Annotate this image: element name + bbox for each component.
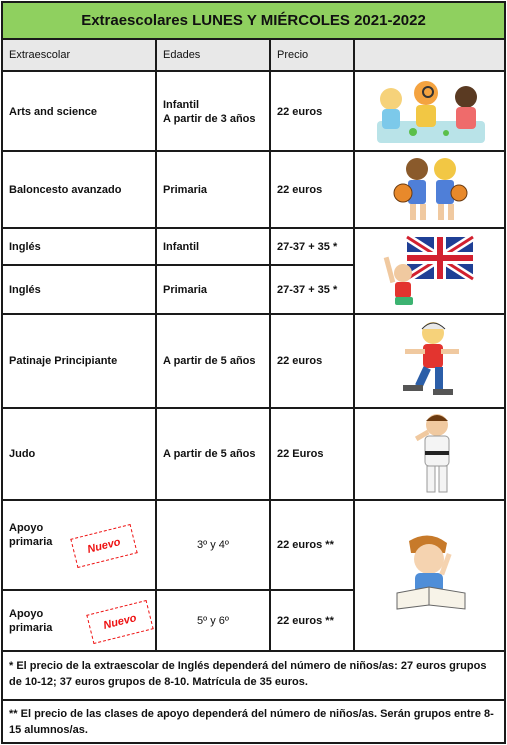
new-badge: Nuevo — [86, 600, 153, 644]
row-price: 22 euros — [277, 106, 323, 118]
footnote-support-price: ** El precio de las clases de apoyo dependerá del número de niños/as. Serán grupos entre 8-15 alumnos/as. — [9, 708, 494, 736]
header-ages: Edades — [157, 40, 269, 72]
table-title: Extraescolares LUNES Y MIÉRCOLES 2021-2022 — [3, 3, 504, 40]
row-activity: Baloncesto avanzado — [9, 183, 122, 196]
row-ages: 3º y 4º — [197, 539, 229, 551]
header-image — [355, 40, 504, 72]
new-badge: Nuevo — [70, 524, 137, 568]
column-divider — [353, 40, 355, 652]
row-price: 27-37 + 35 * — [277, 283, 338, 296]
row-ages-line: A partir de 3 años — [163, 113, 256, 125]
row-activity-line: primaria — [9, 536, 53, 548]
row-price: 22 euros — [277, 355, 323, 367]
row-price: 22 euros — [277, 183, 323, 196]
header-price: Precio — [271, 40, 353, 72]
row-ages: Primaria — [163, 283, 208, 296]
row-price: 22 euros ** — [277, 539, 334, 551]
activity-table — [1, 1, 506, 744]
uk-flag-kid-illustration — [381, 233, 477, 309]
row-activity-line: Apoyo — [9, 607, 44, 620]
row-activity: Arts and science — [9, 106, 98, 118]
row-ages-line: Infantil — [163, 99, 200, 111]
footnote-english-price: * El precio de la extraescolar de Inglés dependerá del número de niños/as: 27 euros grupos de 10-12; 37 euros grupos de 8-10. Matrícula de 35 euros. — [9, 660, 487, 688]
row-divider — [3, 650, 504, 652]
row-activity: Patinaje Principiante — [9, 355, 118, 367]
basketball-kids-illustration — [393, 155, 468, 223]
row-ages: 5º y 6º — [197, 614, 229, 627]
row-ages: A partir de 5 años — [163, 448, 256, 460]
judo-kid-illustration — [413, 411, 461, 497]
row-activity-line: Apoyo — [9, 522, 44, 534]
row-ages — [157, 74, 269, 150]
children-science-illustration — [371, 77, 489, 145]
row-activity: Inglés — [9, 240, 41, 253]
header-activity: Extraescolar — [3, 40, 155, 72]
row-activity-line: primaria — [9, 621, 53, 634]
row-activity: Judo — [9, 448, 36, 460]
row-price: 22 Euros — [277, 448, 324, 460]
row-ages: A partir de 5 años — [163, 355, 256, 367]
note-divider — [3, 699, 504, 701]
row-ages: Primaria — [163, 183, 208, 196]
studying-kid-illustration — [389, 529, 473, 613]
row-ages: Infantil — [163, 240, 200, 253]
row-activity: Inglés — [9, 283, 41, 296]
row-price: 27-37 + 35 * — [277, 240, 338, 253]
row-price: 22 euros ** — [277, 614, 334, 627]
skating-kid-illustration — [397, 319, 467, 403]
